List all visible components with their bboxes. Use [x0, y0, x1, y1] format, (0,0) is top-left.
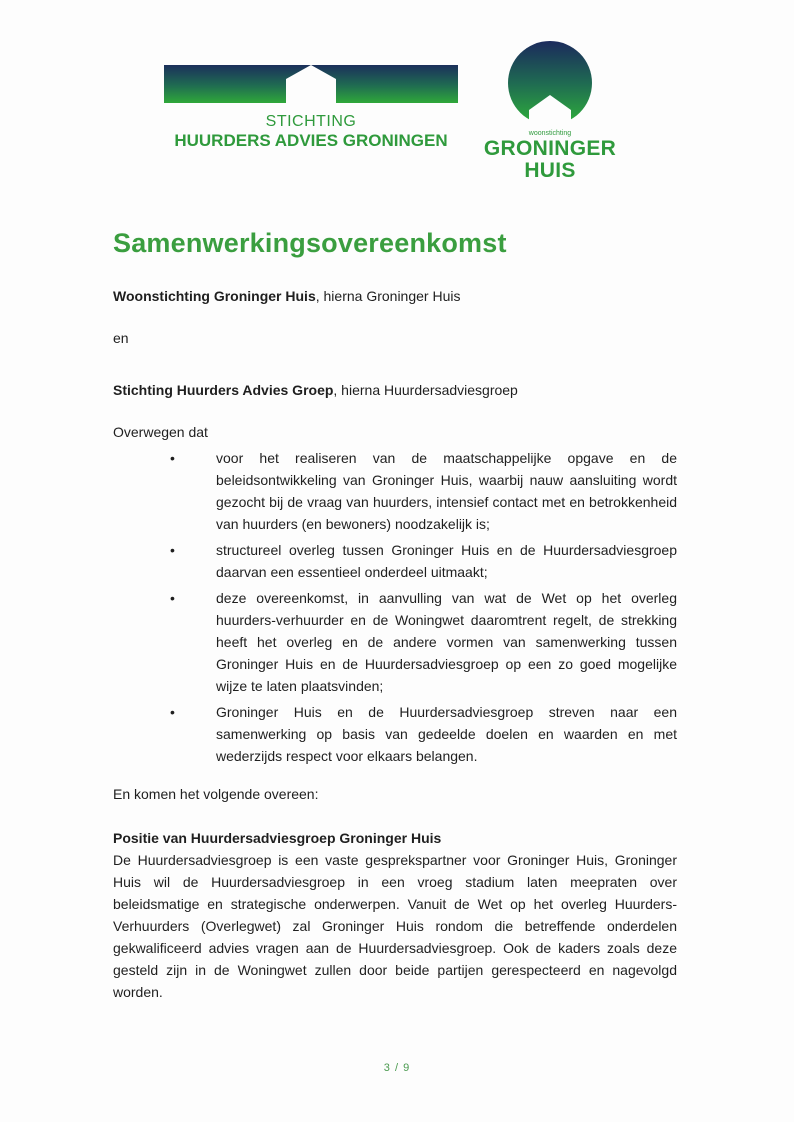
bullet-icon: •	[170, 542, 175, 558]
and-word: en	[113, 330, 129, 346]
bullet-icon: •	[170, 704, 175, 720]
party-1-name: Woonstichting Groninger Huis	[113, 288, 316, 304]
logo-stichting-huurders-advies-groningen	[164, 65, 458, 151]
agreement-intro: En komen het volgende overeen:	[113, 786, 319, 802]
party-2-name: Stichting Huurders Advies Groep	[113, 382, 334, 398]
page-number: 3 / 9	[383, 1062, 411, 1074]
roof-banner-icon	[164, 65, 458, 105]
list-item: • voor het realiseren van de maatschappelijke opgave en de beleidsontwikkeling van Groninger Huis, waarbij nauw aansluiting wordt gezocht bij de vraag van huurders, intensief contact met en betrokkenheid van huurders (en bewoners) noodzakelijk is;	[113, 447, 677, 535]
logo-left-line2: HUURDERS ADVIES GRONINGEN	[174, 131, 448, 150]
logo-left-line1: STICHTING	[265, 113, 357, 130]
bullet-icon: •	[170, 450, 175, 466]
house-circle-icon	[507, 40, 593, 126]
party-2-rest: , hierna Huurdersadviesgroep	[333, 382, 518, 398]
logo-right-line2: HUIS	[524, 159, 576, 182]
party-2	[113, 379, 677, 401]
considerations-intro: Overwegen dat	[113, 424, 208, 440]
section-body: De Huurdersadviesgroep is een vaste gesprekspartner voor Groninger Huis, Groninger Huis wil de Huurdersadviesgroep in een vroeg stadium laten meepraten over beleidsmatige en strategische onderwerpen. Vanuit de Wet op het overleg Huurders-Verhuurders (Overlegwet) zal Groninger Huis rondom die betreffende onderdelen gekwalificeerd advies vragen aan de Huurdersadviesgroep. Ook de kaders zoals deze gesteld zijn in de Woningwet zullen door beide partijen gerespecteerd en nagevolgd worden.	[113, 852, 677, 1000]
list-item: • structureel overleg tussen Groninger Huis en de Huurdersadviesgroep daarvan een essentieel onderdeel uitmaakt;	[113, 539, 677, 583]
document-title: Samenwerkingsovereenkomst	[113, 228, 507, 258]
logo-right-small: woonstichting	[528, 130, 572, 137]
considerations-list	[113, 447, 677, 767]
party-1-rest: , hierna Groninger Huis	[315, 288, 461, 304]
logo-woonstichting-groninger-huis	[482, 40, 618, 182]
section-heading: Positie van Huurdersadviesgroep Groninger Huis	[113, 830, 442, 846]
logo-right-line1: GRONINGER	[483, 137, 617, 160]
party-1	[113, 285, 677, 307]
list-item: • deze overeenkomst, in aanvulling van wat de Wet op het overleg huurders-verhuurder en de Woningwet daaromtrent regelt, de strekking heeft het overleg en de andere vormen van samenwerking tussen Groninger Huis en de Huurdersadviesgroep op een zo goed mogelijke wijze te laten plaatsvinden;	[113, 587, 677, 697]
bullet-icon: •	[170, 590, 175, 606]
list-item: • Groninger Huis en de Huurdersadviesgroep streven naar een samenwerking op basis van gedeelde doelen en waarden en met wederzijds respect voor elkaars belangen.	[113, 701, 677, 767]
document-body	[113, 225, 677, 1003]
logos-header	[164, 40, 634, 180]
